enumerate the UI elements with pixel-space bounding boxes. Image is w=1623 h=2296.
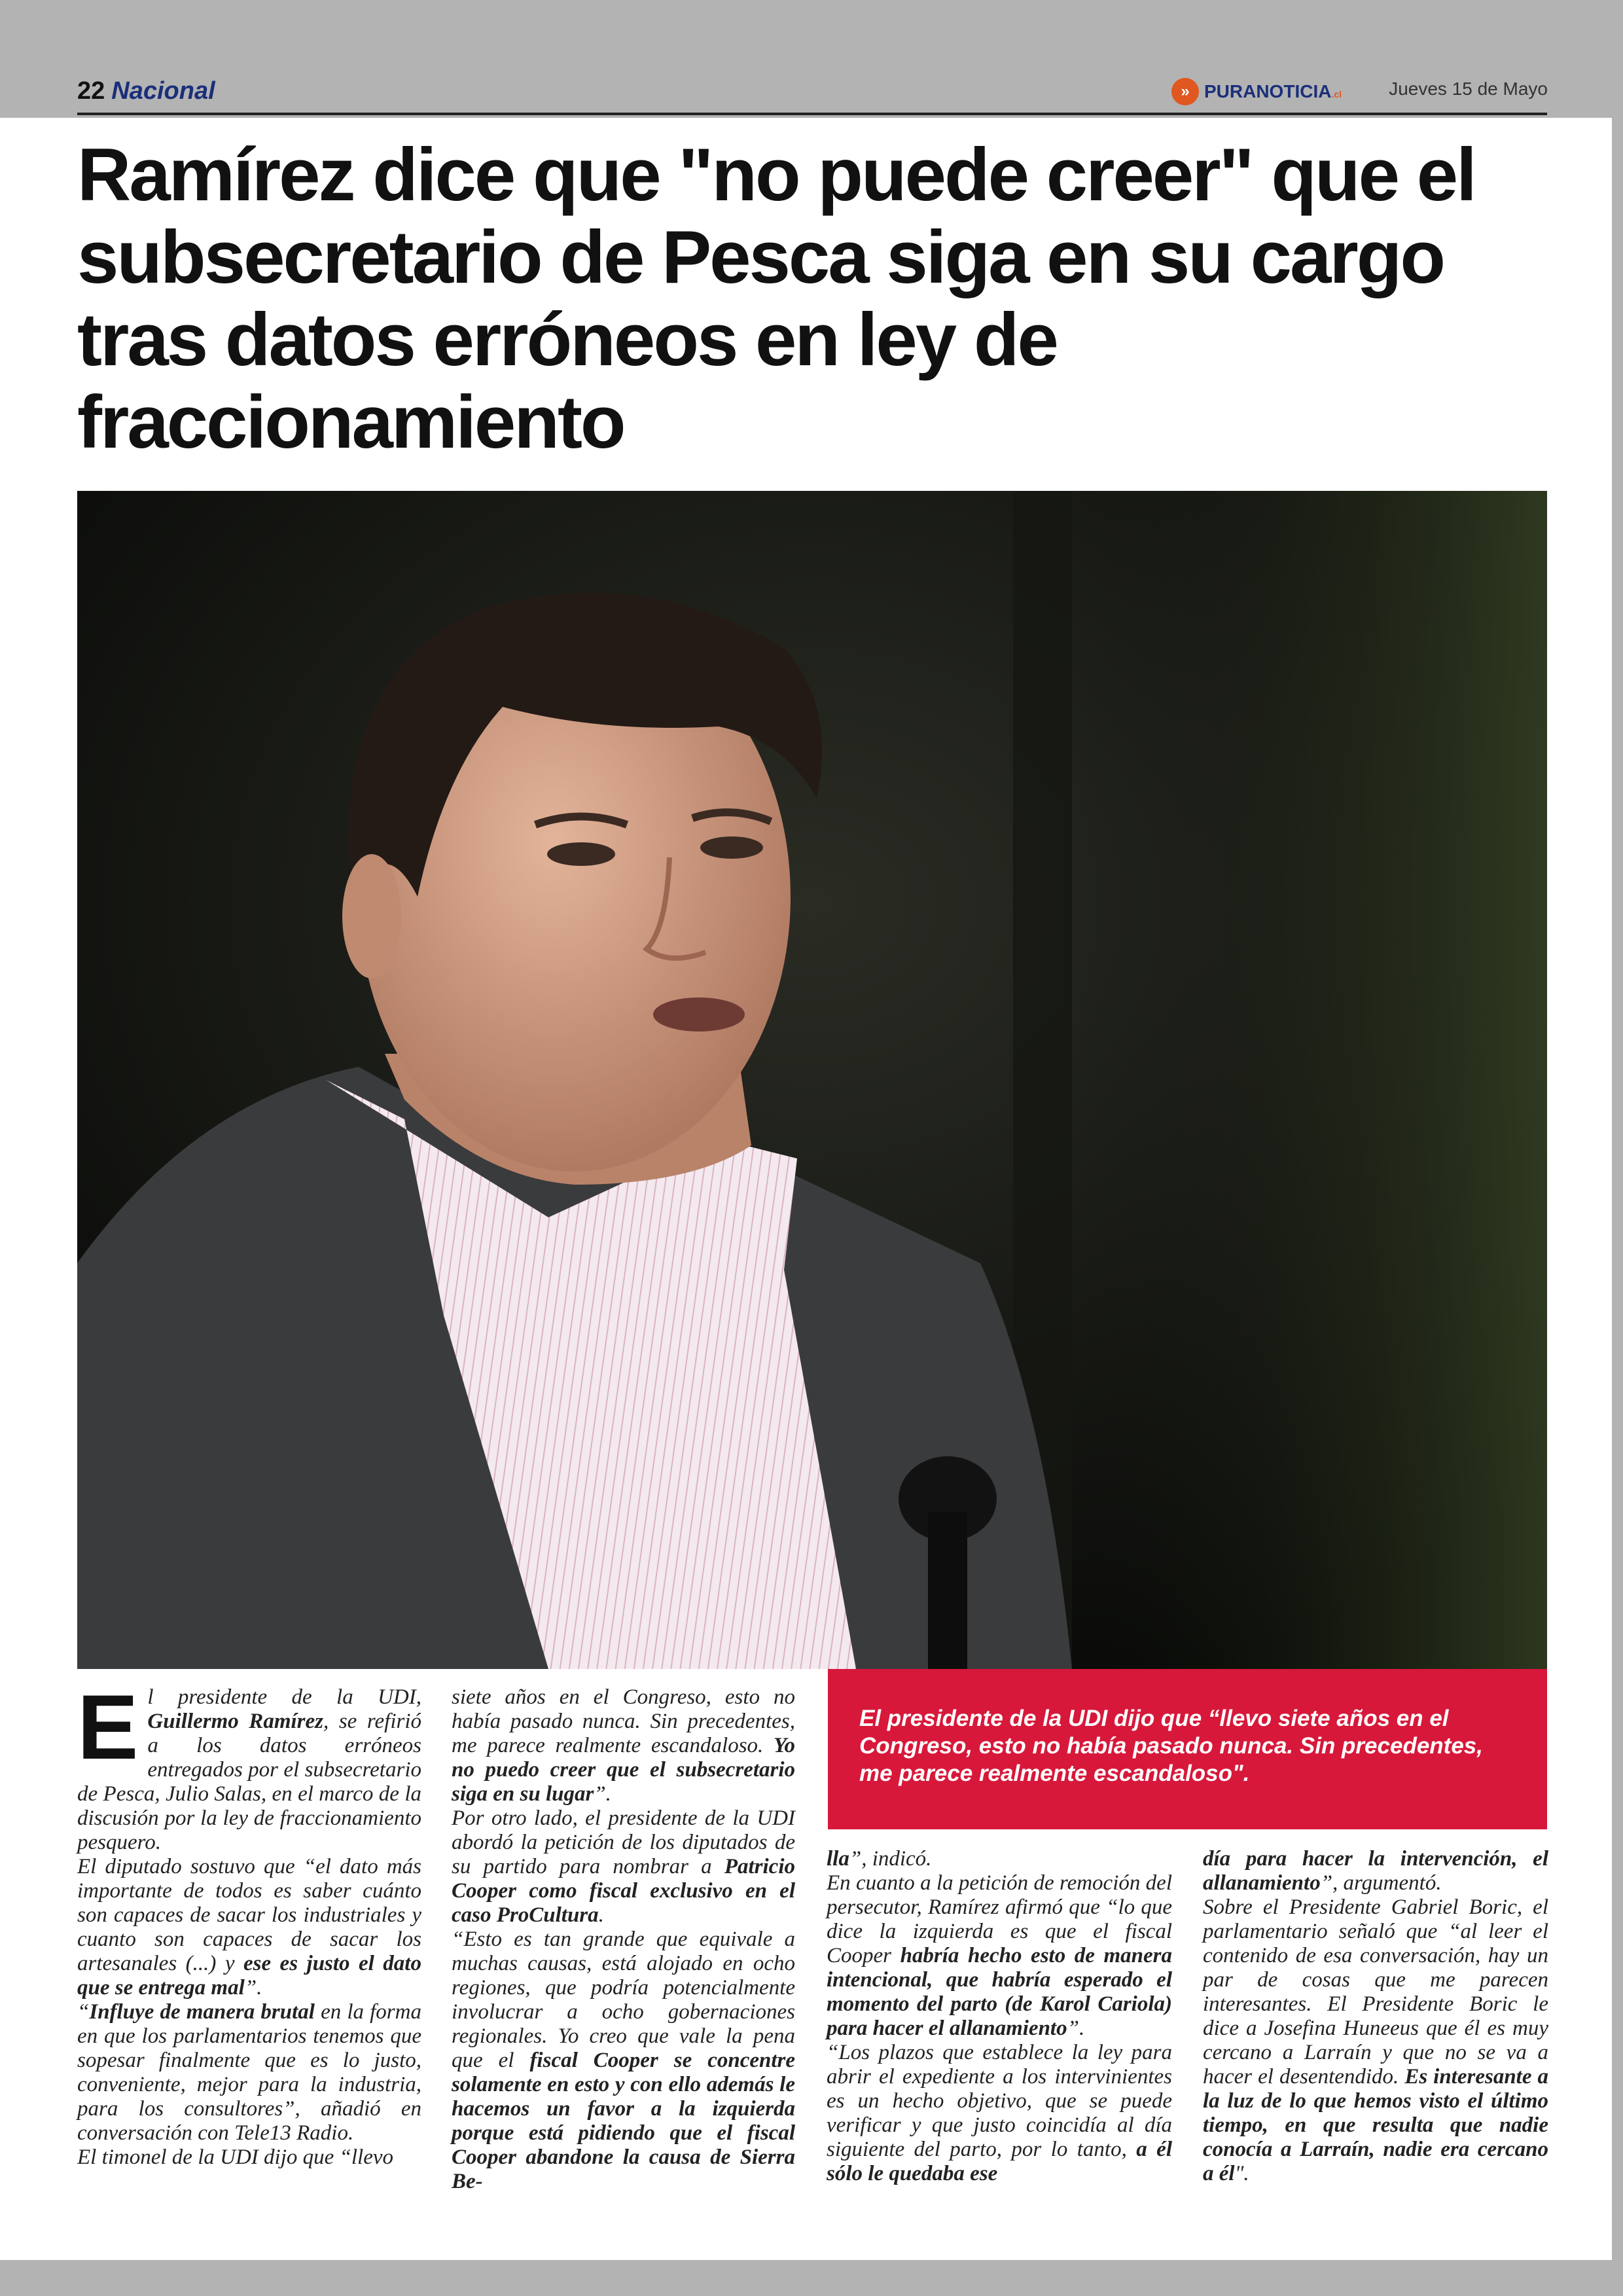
article-column-3: [827, 1847, 1172, 2186]
section-name: Nacional: [111, 77, 215, 105]
play-arrows-icon: »: [1171, 78, 1199, 105]
top-margin-band: [0, 0, 1612, 118]
brand-logo: [1171, 77, 1342, 106]
pull-quote: [828, 1669, 1547, 1829]
paragraph: l presidente de la UDI, Guillermo Ramírez, se refirió a los datos erróneos entregados por el subsecretario de Pesca, Julio Salas, en el marco de la discusión por la ley de fraccionamiento pesquero.: [77, 1685, 421, 1854]
paragraph: “Influye de manera brutal en la forma en que los parlamentarios tenemos que sopesar finalmente que es lo justo, conveniente, mejor para la industria, para los consultores”, añadió en conversación con Tele13 Radio.: [77, 2000, 421, 2145]
pull-quote-text: El presidente de la UDI dijo que “llevo siete años en el Congreso, esto no había pasado nunca. Sin precedentes, me parece realmente escandaloso".: [859, 1706, 1483, 1786]
paragraph: Por otro lado, el presidente de la UDI abordó la petición de los diputados de su partido para nombrar a Patricio Cooper como fiscal exclusivo en el caso ProCultura.: [452, 1806, 795, 1927]
paragraph: El timonel de la UDI dijo que “llevo: [77, 2145, 393, 2169]
drop-cap: E: [77, 1676, 139, 1778]
paragraph: Sobre el Presidente Gabriel Boric, el parlamentario señaló que “al leer el contenido de esa conversación, hay un par de cosas que me parecen interesantes. El Presidente Boric le dice a Josefina Huneeus que él es muy cercano a Larraín y que no se va a hacer el desentendido. Es interesante a la luz de lo que hemos visto el último tiempo, en que resulta que nadie conocía a Larraín, nadie era cercano a él".: [1203, 1895, 1548, 2185]
paragraph: “Los plazos que establece la ley para abrir el expediente a los intervinientes es un hecho objetivo, que se puede verificar y que justo coincidía al día siguiente del parto, por lo tanto, a él sólo le quedaba ese: [827, 2041, 1172, 2185]
page-number: 22: [77, 77, 105, 105]
article-column-2: [452, 1685, 795, 2194]
article-column-1: [77, 1676, 421, 2170]
article-headline: Ramírez dice que "no puede creer" que el subsecretario de Pesca siga en su cargo tras datos erróneos en ley de fraccionamiento: [77, 134, 1475, 464]
paragraph: siete años en el Congreso, esto no había pasado nunca. Sin precedentes, me parece realmente escandaloso. Yo no puedo creer que el subsecretario siga en su lugar”.: [452, 1685, 795, 1806]
brand-suffix: .cl: [1331, 89, 1342, 99]
article-photo: [77, 491, 1547, 1669]
page-header-left: [77, 77, 215, 105]
paragraph: En cuanto a la petición de remoción del persecutor, Ramírez afirmó que “lo que dice la izquierda es que el fiscal Cooper habría hecho esto de manera intencional, que habría esperado el momento del parto (de Karol Cariola) para hacer el allanamiento”.: [827, 1871, 1172, 2040]
paragraph: lla”, indicó.: [827, 1847, 932, 1871]
article-column-4: [1203, 1847, 1548, 2186]
paragraph: El diputado sostuvo que “el dato más importante de todos es saber cuánto son capaces de sacar los industriales y cuanto son capaces de sacar los artesanales (...) y ese es justo el dato que se entrega mal”.: [77, 1855, 421, 2000]
brand-name: PURANOTICIA: [1204, 81, 1332, 101]
issue-date: Jueves 15 de Mayo: [1389, 79, 1548, 99]
paragraph: “Esto es tan grande que equivale a muchas causas, está alojado en ocho regiones, que podría potencialmente involucrar a ocho gobernaciones regionales. Yo creo que vale la pena que el fiscal Cooper se concentre solamente en esto y con ello además le hacemos un favor a la izquierda porque está pidiendo que el fiscal Cooper abandone la causa de Sierra Be-: [452, 1928, 795, 2193]
paragraph: día para hacer la intervención, el allanamiento”, argumentó.: [1203, 1847, 1548, 1895]
header-rule: [77, 113, 1547, 115]
